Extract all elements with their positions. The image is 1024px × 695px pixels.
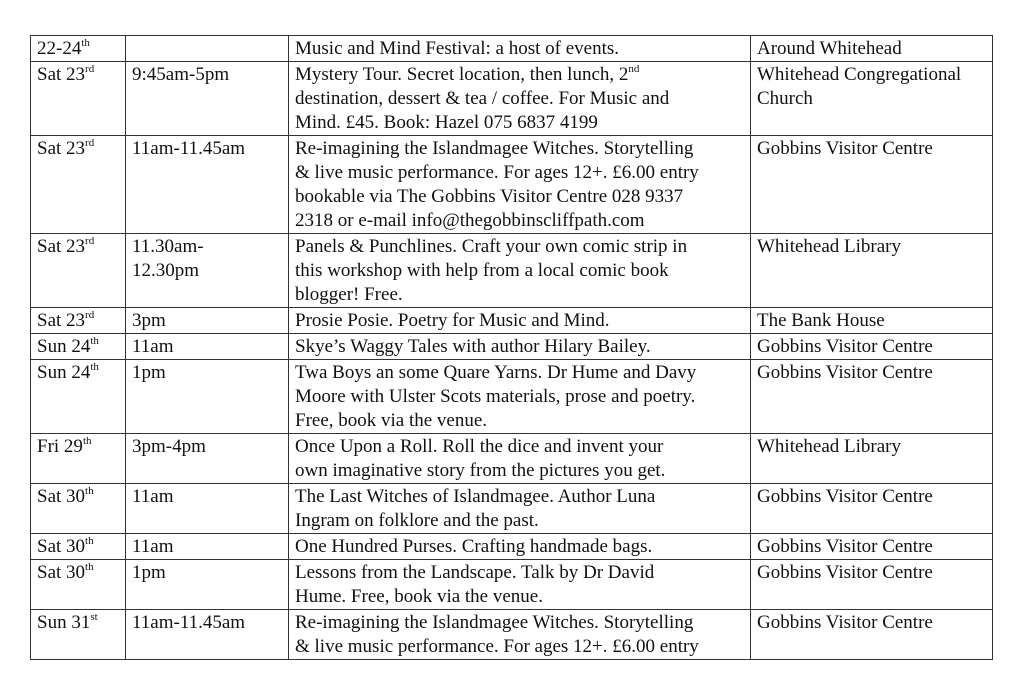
date-text: Sat 30 [37,486,86,507]
table-row [31,334,993,360]
date-text: Sun 24 [37,362,91,383]
description-cell [289,136,751,234]
description-text: Re-imagining the Islandmagee Witches. Storytelling [295,138,694,159]
date-text: Sat 30 [37,562,86,583]
time-text: 3pm-4pm [132,436,206,457]
time-text: 11am [132,536,174,557]
description-text: Re-imagining the Islandmagee Witches. Storytelling [295,612,694,633]
venue-text: Whitehead Library [757,436,902,457]
date-suffix: rd [85,137,95,149]
table-row [31,560,993,610]
description-line [295,259,744,283]
date-text: 22-24 [37,38,82,59]
date-text: Sat 23 [37,236,86,257]
description-suffix: nd [628,63,640,75]
venue-text: Whitehead Library [757,236,902,257]
date-suffix: rd [85,309,95,321]
time-cell [126,136,289,234]
description-line [295,309,744,333]
venue-cell [751,334,993,360]
time-cell [126,560,289,610]
date-text: Sun 24 [37,336,91,357]
venue-cell [751,36,993,62]
venue-cell [751,484,993,534]
date-cell [31,610,126,660]
description-text: bookable via The Gobbins Visitor Centre 028 9337 [295,186,684,207]
description-line [295,635,744,659]
date-cell [31,434,126,484]
date-cell [31,36,126,62]
venue-text: Gobbins Visitor Centre [757,536,933,557]
description-text: blogger! Free. [295,284,403,305]
description-line [295,161,744,185]
description-text: destination, dessert & tea / coffee. For Music and [295,88,670,109]
time-cell [126,36,289,62]
venue-text: The Bank House [757,310,885,331]
date-suffix: th [85,535,94,547]
description-cell [289,62,751,136]
time-text: 11am-11.45am [132,612,246,633]
description-line [295,87,744,111]
date-cell [31,560,126,610]
description-cell [289,434,751,484]
description-line [295,185,744,209]
description-cell [289,534,751,560]
venue-text: Gobbins Visitor Centre [757,138,933,159]
time-cell [126,360,289,434]
time-cell [126,234,289,308]
table-row [31,610,993,660]
description-line [295,37,744,61]
description-line [295,235,744,259]
venue-cell [751,534,993,560]
time-text: 1pm [132,562,166,583]
description-line [295,459,744,483]
description-line [295,485,744,509]
description-line [295,385,744,409]
description-cell [289,308,751,334]
time-cell [126,534,289,560]
venue-cell [751,136,993,234]
date-cell [31,136,126,234]
description-cell [289,334,751,360]
description-line [295,535,744,559]
time-text: 11am [132,336,174,357]
date-text: Fri 29 [37,436,83,457]
venue-cell [751,610,993,660]
description-text: Free, book via the venue. [295,410,488,431]
venue-text: Gobbins Visitor Centre [757,562,933,583]
description-text: Skye’s Waggy Tales with author Hilary Bailey. [295,336,651,357]
venue-cell [751,360,993,434]
date-text: Sat 23 [37,310,86,331]
venue-text: Whitehead Congregational [757,64,962,85]
venue-text: Church [757,88,813,109]
time-text: 1pm [132,362,166,383]
date-cell [31,360,126,434]
time-text [132,235,282,283]
time-text: 3pm [132,310,166,331]
events-table [30,35,993,660]
description-text: One Hundred Purses. Crafting handmade bags. [295,536,653,557]
time-text: 11am-11.45am [132,138,246,159]
date-cell [31,334,126,360]
description-text: The Last Witches of Islandmagee. Author Luna [295,486,656,507]
time-text: 11am [132,486,174,507]
venue-text: Gobbins Visitor Centre [757,486,933,507]
description-line [295,509,744,533]
description-cell [289,484,751,534]
time-cell [126,62,289,136]
description-line [295,611,744,635]
description-cell [289,610,751,660]
table-row [31,36,993,62]
description-text: & live music performance. For ages 12+. £6.00 entry [295,636,699,657]
date-text: Sun 31 [37,612,91,633]
table-row [31,308,993,334]
date-suffix: rd [85,63,95,75]
description-text: Lessons from the Landscape. Talk by Dr David [295,562,655,583]
description-line [295,361,744,385]
description-line [295,409,744,433]
date-suffix: th [90,335,99,347]
date-suffix: th [85,485,94,497]
table-row [31,484,993,534]
description-text: Music and Mind Festival: a host of events. [295,38,620,59]
description-text: this workshop with help from a local comic book [295,260,669,281]
venue-text: Gobbins Visitor Centre [757,362,933,383]
venue-text: Gobbins Visitor Centre [757,612,933,633]
description-line [295,335,744,359]
description-line [295,435,744,459]
date-suffix: rd [85,235,95,247]
date-cell [31,534,126,560]
date-suffix: th [90,361,99,373]
time-cell [126,434,289,484]
date-suffix: th [85,561,94,573]
description-text: Mystery Tour. Secret location, then lunch, 2 [295,64,629,85]
date-suffix: th [81,37,90,49]
description-line [295,585,744,609]
description-text: Moore with Ulster Scots materials, prose and poetry. [295,386,696,407]
table-row [31,434,993,484]
date-text: Sat 30 [37,536,86,557]
date-cell [31,308,126,334]
date-suffix: th [82,435,92,447]
description-line [295,561,744,585]
events-table-body [31,36,993,660]
description-text: Twa Boys an some Quare Yarns. Dr Hume and Davy [295,362,697,383]
description-cell [289,36,751,62]
time-cell [126,484,289,534]
description-line [295,137,744,161]
description-cell [289,560,751,610]
description-cell [289,360,751,434]
description-text: Mind. £45. Book: Hazel 075 6837 4199 [295,112,598,133]
description-line [295,63,744,87]
description-line [295,283,744,307]
description-text: 2318 or e-mail info@thegobbinscliffpath.com [295,210,645,231]
venue-cell [751,62,993,136]
time-line: 12.30pm [132,260,200,281]
description-text: & live music performance. For ages 12+. £6.00 entry [295,162,699,183]
description-cell [289,234,751,308]
description-text: own imaginative story from the pictures you get. [295,460,666,481]
venue-cell [751,308,993,334]
description-text: Ingram on folklore and the past. [295,510,539,531]
venue-cell [751,434,993,484]
description-text: Once Upon a Roll. Roll the dice and invent your [295,436,664,457]
venue-text: Around Whitehead [757,38,902,59]
time-cell [126,334,289,360]
table-row [31,234,993,308]
date-cell [31,484,126,534]
description-line [295,209,744,233]
date-text: Sat 23 [37,64,86,85]
description-text: Hume. Free, book via the venue. [295,586,543,607]
table-row [31,136,993,234]
time-cell [126,610,289,660]
table-row [31,62,993,136]
date-cell [31,62,126,136]
venue-cell [751,234,993,308]
date-suffix: st [90,611,98,623]
table-row [31,534,993,560]
description-text: Panels & Punchlines. Craft your own comic strip in [295,236,688,257]
venue-text: Gobbins Visitor Centre [757,336,933,357]
description-text: Prosie Posie. Poetry for Music and Mind. [295,310,610,331]
date-cell [31,234,126,308]
time-text: 9:45am-5pm [132,64,230,85]
time-cell [126,308,289,334]
events-document [30,35,993,660]
description-line [295,111,744,135]
venue-cell [751,560,993,610]
table-row [31,360,993,434]
time-line: 11.30am- [132,236,204,257]
date-text: Sat 23 [37,138,86,159]
